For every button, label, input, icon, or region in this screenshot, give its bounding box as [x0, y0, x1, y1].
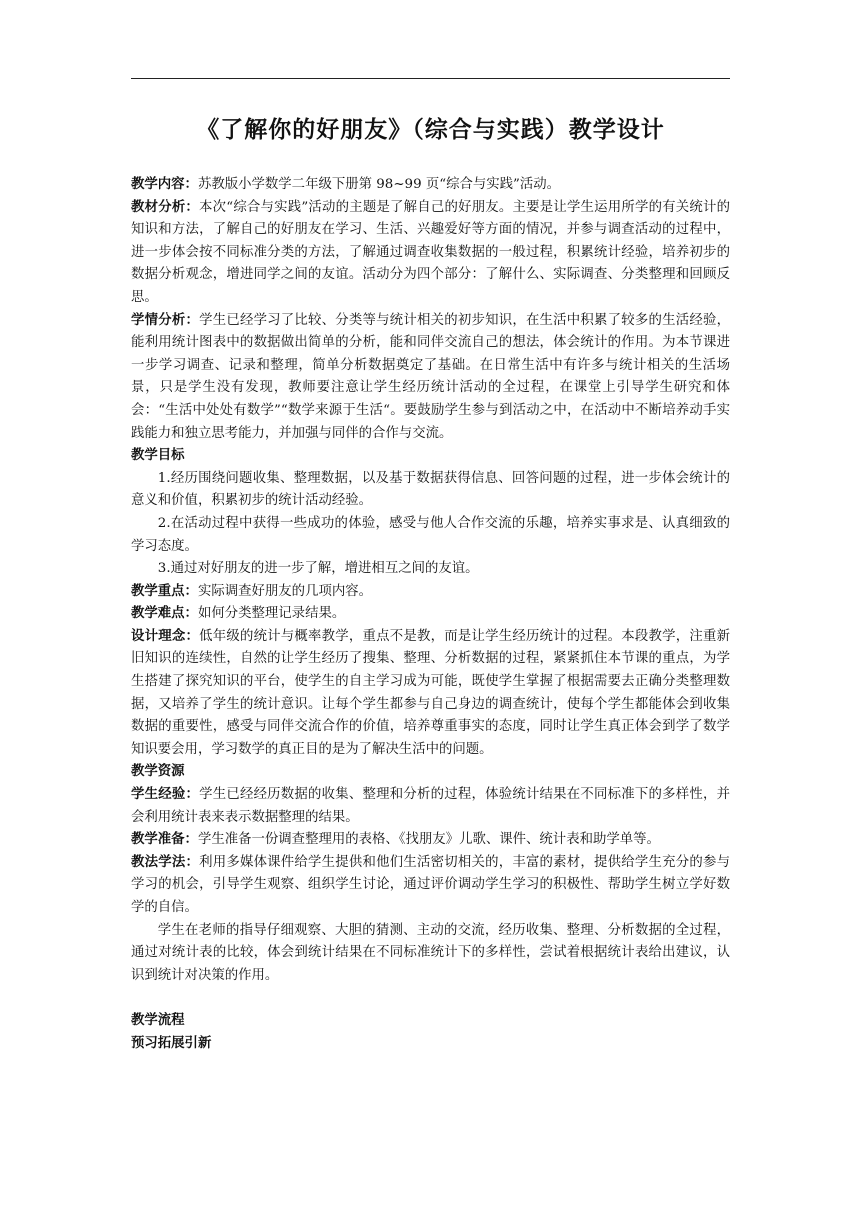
teaching-preparation [131, 829, 730, 852]
page-title: 《了解你的好朋友》（综合与实践）教学设计 [196, 117, 665, 143]
goals-heading: 教学目标 [131, 448, 185, 464]
document-body [131, 174, 730, 1055]
student-experience [131, 784, 730, 829]
flow-heading: 教学流程 [131, 1012, 185, 1028]
resources-heading: 教学资源 [131, 764, 185, 780]
student-analysis-label: 学情分析： [131, 312, 200, 328]
teaching-content-label: 教学内容： [131, 177, 198, 192]
teaching-method-label: 教法学法： [131, 854, 200, 870]
student-analysis-text: 学生已经学习了比较、分类等与统计相关的初步知识，在生活中积累了较多的生活经验，能利用统计图表中的数据做出简单的分析，能和同伴交流自己的想法，体会统计的作用。为本节课进一步学习调查、记录和整理，简单分析数据奠定了基础。在日常生活中有许多与统计相关的生活场景，只是学生没有发现，教师要注意让学生经历统计活动的全过程，在课堂上引导学生研究和体会：“生活中处处有数学”“数学来源于生活“。要鼓励学生参与到活动之中，在活动中不断培养动手实践能力和独立思考能力，并加强与同伴的合作与交流。 [131, 312, 730, 441]
difficulty [131, 603, 730, 626]
difficulty-text: 如何分类整理记录结果。 [197, 606, 346, 622]
key-point [131, 581, 730, 604]
teaching-content [131, 174, 730, 197]
difficulty-label: 教学难点： [131, 606, 198, 622]
teaching-content-text: 苏教版小学数学二年级下册第 98~99 页“综合与实践”活动。 [197, 177, 561, 192]
goal-item: 3.通过对好朋友的进一步了解，增进相互之间的友谊。 [157, 561, 479, 577]
student-experience-text: 学生已经经历数据的收集、整理和分析的过程，体验统计结果在不同标准下的多样性，并会利用统计表来表示数据整理的结果。 [131, 787, 730, 825]
design-philosophy-label: 设计理念： [131, 628, 200, 644]
goal-item: 2.在活动过程中获得一些成功的体验，感受与他人合作交流的乐趣，培养实事求是、认真细致的学习态度。 [131, 515, 730, 554]
teaching-preparation-label: 教学准备： [131, 832, 198, 848]
key-point-text: 实际调查好朋友的几项内容。 [197, 583, 373, 599]
student-experience-label: 学生经验： [131, 787, 200, 803]
flow-subheading: 预习拓展引新 [131, 1035, 212, 1051]
material-analysis [131, 197, 730, 310]
student-analysis [131, 310, 730, 446]
teaching-preparation-text: 学生准备一份调查整理用的表格、《找朋友》儿歌、课件、统计表和助学单等。 [197, 832, 660, 848]
method-followup: 学生在老师的指导仔细观察、大胆的猜测、主动的交流，经历收集、整理、分析数据的全过程，通过对统计表的比较，体会到统计结果在不同标准统计下的多样性，尝试着根据统计表给出建议，认识到统计对决策的作用。 [131, 922, 730, 983]
design-philosophy [131, 626, 730, 762]
material-analysis-text: 本次“综合与实践”活动的主题是了解自己的好朋友。主要是让学生运用所学的有关统计的知识和方法，了解自己的好朋友在学习、生活、兴趣爱好等方面的情况，并参与调查活动的过程中，进一步体会按不同标准分类的方法，了解通过调查收集数据的一般过程，积累统计经验，培养初步的数据分析观念，增进同学之间的友谊。活动分为四个部分：了解什么、实际调查、分类整理和回顾反思。 [131, 199, 730, 305]
goal-item: 1.经历围绕问题收集、整理数据，以及基于数据获得信息、回答问题的过程，进一步体会统计的意义和价值，积累初步的统计活动经验。 [131, 470, 730, 509]
teaching-method-text: 利用多媒体课件给学生提供和他们生活密切相关的，丰富的素材，提供给学生充分的参与学习的机会，引导学生观察、组织学生讨论，通过评价调动学生学习的积极性、帮助学生树立学好数学的自信。 [131, 854, 730, 915]
blank-line [131, 987, 730, 1010]
design-philosophy-text: 低年级的统计与概率教学，重点不是教，而是让学生经历统计的过程。本段教学，注重新旧知识的连续性，自然的让学生经历了搜集、整理、分析数据的过程，紧紧抓住本节课的重点，为学生搭建了探究知识的平台，使学生的自主学习成为可能，既使学生掌握了根据需要去正确分类整理数据，又培养了学生的统计意识。让每个学生都参与自己身边的调查统计，使每个学生都能体会到收集数据的重要性，感受与同伴交流合作的价值，培养尊重事实的态度，同时让学生真正体会到学了数学知识要会用，学习数学的真正目的是为了解决生活中的问题。 [131, 628, 730, 757]
teaching-method [131, 852, 730, 920]
key-point-label: 教学重点： [131, 583, 198, 599]
header-rule [131, 78, 730, 79]
material-analysis-label: 教材分析： [131, 199, 200, 215]
